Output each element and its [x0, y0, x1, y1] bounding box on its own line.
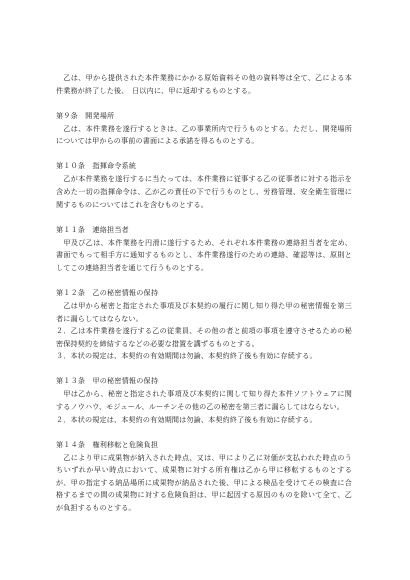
paragraph: 乙は、本件業務を遂行するときは、乙の事業所内で行うものとする。ただし、開発場所については甲からの事前の書面による承諾を得るものとする。 — [56, 123, 352, 146]
paragraph: 甲は乙から、秘密と指定された事項及び本契約に関して知り得た本件ソフトウェアに関するノウハウ、モジュール、ルーチンその他の乙の秘密を第三者に漏らしてはならない。 — [56, 389, 352, 411]
clause-heading: 第９条 開発場所 — [56, 110, 115, 120]
clause-12 — [56, 288, 352, 363]
paragraph: 乙は甲から秘密と指定された事項及び本契約の履行に関し知り得た甲の秘密情報を第三者に漏らしてはならない。 — [56, 300, 352, 323]
paragraph: 甲及び乙は、本件業務を円滑に遂行するため、それぞれ本件業務の連絡担当者を定め、書面でもって相手方に通知するものとし、本件業務遂行のための連絡、確認等は、原則としてこの連絡担当者を通じて行うものとする。 — [56, 237, 352, 272]
clause-heading: 第１３条 甲の秘密情報の保持 — [56, 376, 159, 386]
paragraph: 乙は、甲から提供された本件業務にかかる原始資料その他の資料等は全て、乙による本件業務が終了した後、 日以内に、甲に返却するものとする。 — [56, 73, 352, 95]
clause-9 — [56, 111, 352, 148]
clause-8-continuation — [56, 72, 352, 97]
paragraph: ２．乙は本件業務を遂行する乙の従業員、その他の者と前項の事項を遵守させるための秘密保持契約を締結するなどの必要な措置を講ずるものとする。 — [56, 326, 352, 348]
clause-10 — [56, 161, 352, 211]
clause-14 — [56, 440, 352, 515]
clause-11 — [56, 225, 352, 275]
paragraph: 乙が本件業務を遂行するに当たっては、本件業務に従事する乙の従事者に対する指示を含めた一切の指揮命令は、乙が乙の責任の下で行うものとし、労務管理、安全衛生管理に関するものについてはこれを含むものとする。 — [56, 174, 352, 209]
clause-heading: 第１０条 指揮命令系統 — [56, 161, 137, 171]
clause-13 — [56, 376, 352, 426]
paragraph: ３．本状の規定は、本契約の有効期間は勿論、本契約終了後も有効に存続する。 — [56, 351, 317, 361]
paragraph: 乙により甲に成果物が納入された時点、又は、甲により乙に対価が支払われた時点のうちいずれか早い時点において、成果物に対する所有権は乙から甲に移転するものとするが、甲の指定する納品場所に成果物が納品された後、甲による検品を受けてその検査に合格するまでの間の成果物に対する危険負担は、甲に起因する原因のものを除いて全て、乙が負担するものとする。 — [56, 452, 352, 513]
clause-heading: 第１４条 権利移転と危険負担 — [56, 439, 159, 449]
clause-heading: 第１２条 乙の秘密情報の保持 — [56, 287, 159, 297]
paragraph: ２．本状の規定は、本契約の有効期間は勿論、本契約終了後も有効に存続する。 — [56, 414, 317, 424]
clause-heading: 第１１条 連絡担当者 — [56, 224, 129, 234]
